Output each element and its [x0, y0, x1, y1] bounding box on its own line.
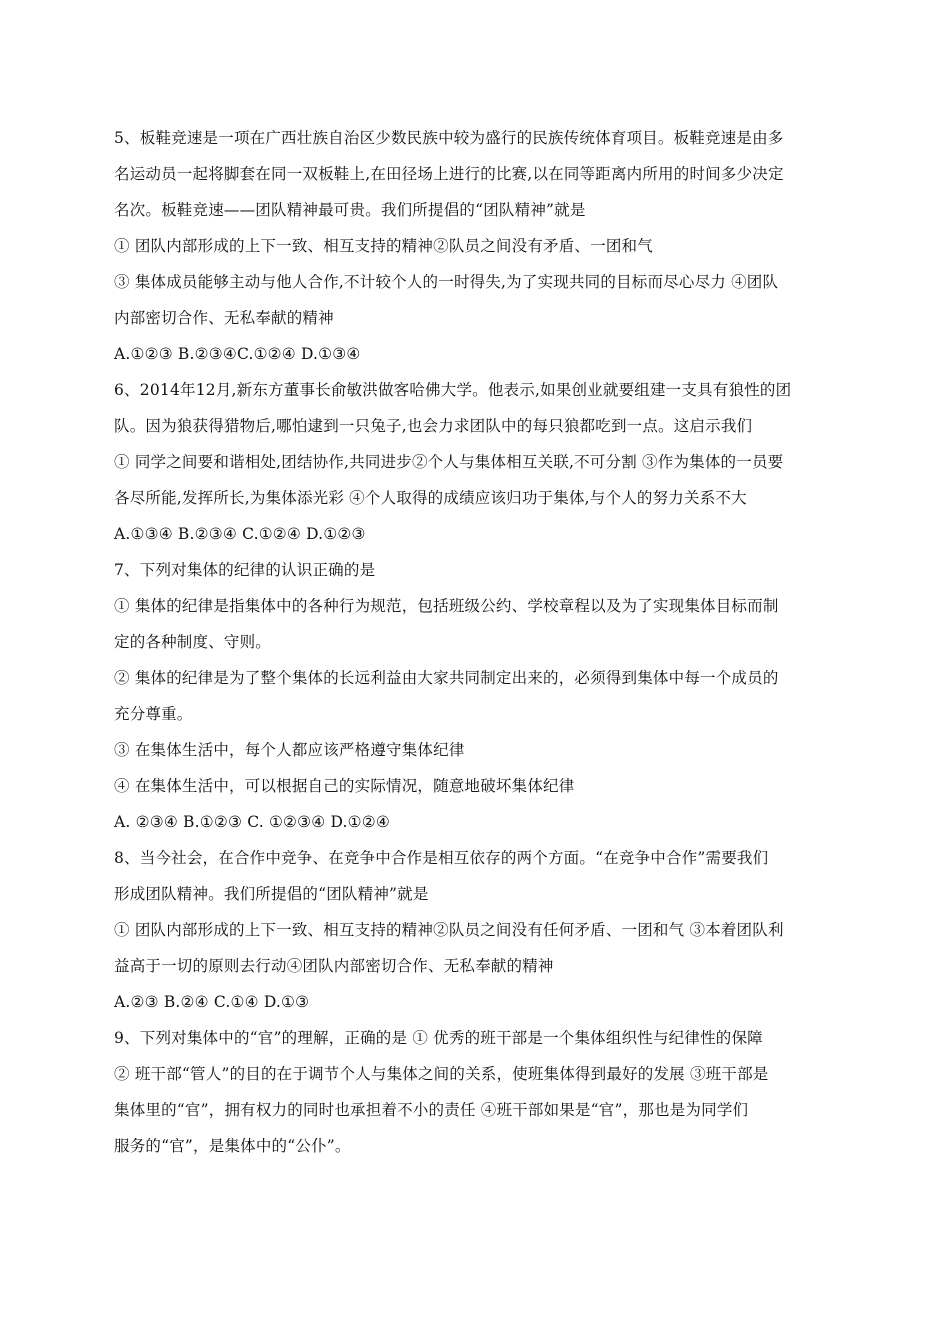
q8-statements-1: ① 团队内部形成的上下一致、相互支持的精神②队员之间没有任何矛盾、一团和气 ③本着团队利 [114, 921, 784, 939]
q6-line-1: 6、2014年12月,新东方董事长俞敏洪做客哈佛大学。他表示,如果创业就要组建一支具有狼性的团 [114, 381, 792, 399]
q6-statements-1: ① 同学之间要和谐相处,团结协作,共同进步②个人与集体相互关联,不可分割 ③作为集体的一员要 [114, 453, 784, 471]
q7-statement-1: ① 集体的纪律是指集体中的各种行为规范，包括班级公约、学校章程以及为了实现集体目标而制 [114, 597, 779, 615]
q7-question: 7、下列对集体的纪律的认识正确的是 [114, 561, 376, 579]
q5-options: A.①②③ B.②③④C.①②④ D.①③④ [114, 345, 361, 363]
q9-line-4: 服务的“官”，是集体中的“公仆”。 [114, 1137, 351, 1155]
q7-statement-3: ③ 在集体生活中，每个人都应该严格遵守集体纪律 [114, 741, 465, 759]
q8-options: A.②③ B.②④ C.①④ D.①③ [114, 993, 310, 1011]
q5-line-1: 5、板鞋竞速是一项在广西壮族自治区少数民族中较为盛行的民族传统体育项目。板鞋竞速是由多 [114, 129, 784, 147]
q9-line-3: 集体里的“官”，拥有权力的同时也承担着不小的责任 ④班干部如果是“官”，那也是为同学们 [114, 1101, 749, 1119]
q5-statement-1-2: ① 团队内部形成的上下一致、相互支持的精神②队员之间没有矛盾、一团和气 [114, 237, 653, 255]
q8-line-2: 形成团队精神。我们所提倡的“团队精神”就是 [114, 885, 429, 903]
q5-statement-3-4: ③ 集体成员能够主动与他人合作,不计较个人的一时得失,为了实现共同的目标而尽心尽力 ④团队 [114, 273, 779, 291]
q8-line-1: 8、当今社会，在合作中竞争、在竞争中合作是相互依存的两个方面。“在竞争中合作”需要我们 [114, 849, 769, 867]
q5-line-2: 名运动员一起将脚套在同一双板鞋上,在田径场上进行的比赛,以在同等距离内所用的时间多少决定 [114, 165, 784, 183]
q7-statement-2-cont: 充分尊重。 [114, 705, 193, 723]
q7-statement-1-cont: 定的各种制度、守则。 [114, 633, 272, 651]
q7-options: A. ②③④ B.①②③ C. ①②③④ D.①②④ [114, 813, 390, 831]
q6-line-2: 队。因为狼获得猎物后,哪怕逮到一只兔子,也会力求团队中的每只狼都吃到一点。这启示我们 [114, 417, 753, 435]
q5-line-3: 名次。板鞋竞速——团队精神最可贵。我们所提倡的“团队精神”就是 [114, 201, 586, 219]
q6-options: A.①③④ B.②③④ C.①②④ D.①②③ [114, 525, 366, 543]
q7-statement-2: ② 集体的纪律是为了整个集体的长远利益由大家共同制定出来的，必须得到集体中每一个成员的 [114, 669, 779, 687]
q7-statement-4: ④ 在集体生活中，可以根据自己的实际情况，随意地破坏集体纪律 [114, 777, 575, 795]
q9-line-2: ② 班干部“管人”的目的在于调节个人与集体之间的关系，使班集体得到最好的发展 ③班干部是 [114, 1065, 769, 1083]
q5-statement-4-cont: 内部密切合作、无私奉献的精神 [114, 309, 334, 327]
q8-statements-2: 益高于一切的原则去行动④团队内部密切合作、无私奉献的精神 [114, 957, 554, 975]
q9-line-1: 9、下列对集体中的“官”的理解，正确的是 ① 优秀的班干部是一个集体组织性与纪律性的保障 [114, 1029, 763, 1047]
q6-statements-2: 各尽所能,发挥所长,为集体添光彩 ④个人取得的成绩应该归功于集体,与个人的努力关系不大 [114, 489, 747, 507]
